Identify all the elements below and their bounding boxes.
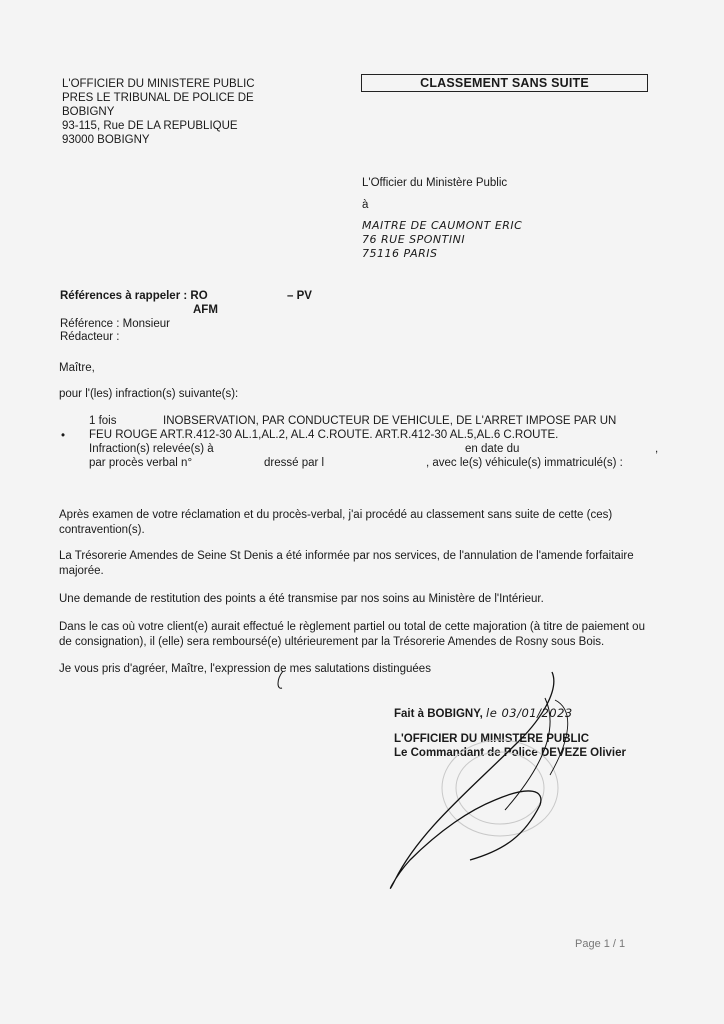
- sender-line: 93-115, Rue DE LA REPUBLIQUE: [62, 120, 238, 132]
- page-number: Page 1 / 1: [575, 938, 626, 950]
- references-label: Références à rappeler : RO: [60, 290, 208, 302]
- recipient-from: L'Officier du Ministère Public: [362, 177, 508, 189]
- dresse-par-label: dressé par l: [264, 457, 325, 469]
- signature-date: le 03/01/2023: [486, 706, 573, 720]
- reference-monsieur: Référence : Monsieur: [60, 318, 170, 330]
- offense-line-2: FEU ROUGE ART.R.412-30 AL.1,AL.2, AL.4 C.ROUTE. ART.R.412-30 AL.5,AL.6 C.ROUTE.: [89, 429, 559, 441]
- signature-place: Fait à BOBIGNY,: [394, 708, 483, 720]
- sender-line: L'OFFICIER DU MINISTERE PUBLIC: [62, 78, 255, 90]
- comma: ,: [655, 443, 659, 455]
- recipient-to-word: à: [362, 199, 369, 211]
- offense-line-1: INOBSERVATION, PAR CONDUCTEUR DE VEHICULE, DE L'ARRET IMPOSE PAR UN: [163, 415, 617, 427]
- bullet-icon: •: [61, 430, 66, 442]
- paragraph-restitution: Une demande de restitution des points a été transmise par nos soins au Ministère de l'Intérieur.: [59, 593, 544, 605]
- official-stamp-icon: [442, 740, 558, 836]
- references-afm: AFM: [193, 304, 218, 316]
- vehicle-label: , avec le(s) véhicule(s) immatriculé(s) :: [426, 457, 623, 469]
- recipient-city: 75116 PARIS: [362, 247, 438, 260]
- signature-officer: Le Commandant de Police DEVEZE Olivier: [394, 747, 626, 759]
- redacteur-label: Rédacteur :: [60, 331, 120, 343]
- references-pv: – PV: [287, 290, 312, 302]
- document-title: CLASSEMENT SANS SUITE: [361, 74, 648, 92]
- salutation: Maître,: [59, 362, 95, 374]
- sender-line: PRES LE TRIBUNAL DE POLICE DE: [62, 92, 254, 104]
- recipient-street: 76 RUE SPONTINI: [362, 233, 466, 246]
- paragraph-examen: Après examen de votre réclamation et du procès-verbal, j'ai procédé au classement sans suite de cette (ces) contravention(s).: [59, 509, 613, 536]
- sender-line: 93000 BOBIGNY: [62, 134, 150, 146]
- infraction-date-label: en date du: [465, 443, 520, 455]
- paragraph-salutations: Je vous pris d'agréer, Maître, l'expression de mes salutations distinguées: [59, 663, 431, 675]
- recipient-name: MAITRE DE CAUMONT ERIC: [362, 219, 523, 232]
- pv-number-label: par procès verbal n°: [89, 457, 193, 469]
- paragraph-tresorerie: La Trésorerie Amendes de Seine St Denis a été informée par nos services, de l'annulation de l'amende forfaitaire majorée.: [59, 550, 634, 577]
- sender-line: BOBIGNY: [62, 106, 115, 118]
- offense-count: 1 fois: [89, 415, 117, 427]
- infraction-place: Infraction(s) relevée(s) à: [89, 443, 214, 455]
- infractions-intro: pour l'(les) infraction(s) suivante(s):: [59, 388, 239, 400]
- signature-role: L'OFFICIER DU MINISTERE PUBLIC: [394, 733, 590, 745]
- paragraph-remboursement: Dans le cas où votre client(e) aurait effectué le règlement partiel ou total de cette majoration (à titre de paiement ou de consignation), il (elle) sera remboursé(e) ultérieurement par la Trésorerie Amendes de Rosny sous Bois.: [59, 621, 645, 648]
